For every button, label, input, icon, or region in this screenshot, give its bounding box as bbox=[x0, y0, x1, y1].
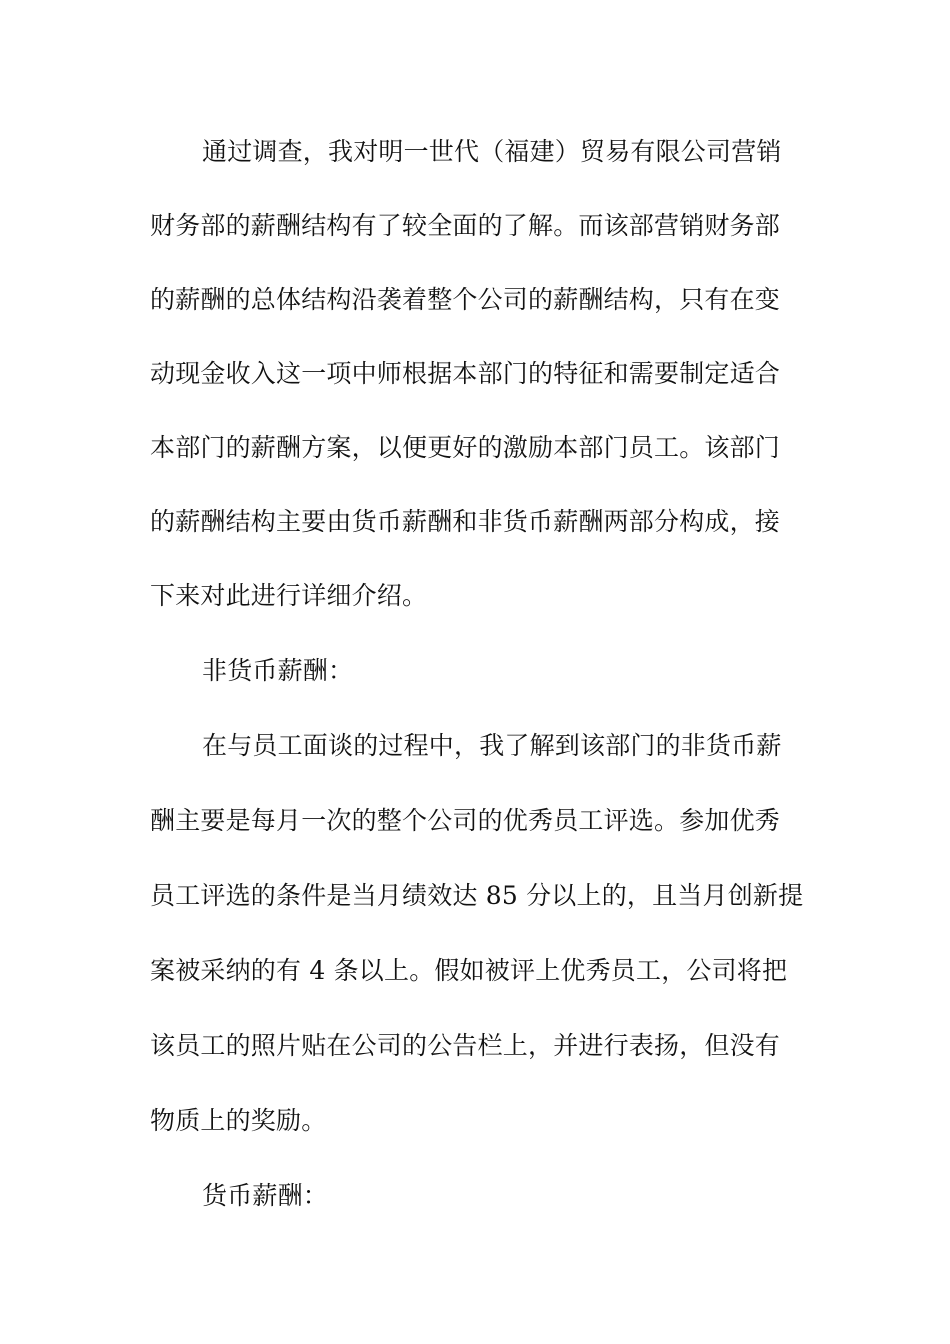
paragraph-1-line-6: 的薪酬结构主要由货币薪酬和非货币薪酬两部分构成，接 bbox=[150, 507, 781, 536]
paragraph-1-line-5: 本部门的薪酬方案，以便更好的激励本部门员工。该部门 bbox=[150, 433, 781, 462]
paragraph-1-line-7: 下来对此进行详细介绍。 bbox=[150, 581, 428, 610]
paragraph-2-line-1: 在与员工面谈的过程中，我了解到该部门的非货币薪 bbox=[202, 731, 782, 760]
heading-monetary: 货币薪酬： bbox=[202, 1181, 329, 1210]
paragraph-2-line-3: 员工评选的条件是当月绩效达 85 分以上的，且当月创新提 bbox=[150, 881, 804, 910]
paragraph-1-line-2: 财务部的薪酬结构有了较全面的了解。而该部营销财务部 bbox=[150, 211, 781, 240]
paragraph-2-line-5: 该员工的照片贴在公司的公告栏上，并进行表扬，但没有 bbox=[150, 1031, 781, 1060]
heading-non-monetary: 非货币薪酬： bbox=[202, 656, 354, 685]
paragraph-2-line-2: 酬主要是每月一次的整个公司的优秀员工评选。参加优秀 bbox=[150, 806, 781, 835]
paragraph-2-line-6: 物质上的奖励。 bbox=[150, 1106, 327, 1135]
paragraph-2-line-4: 案被采纳的有 4 条以上。假如被评上优秀员工，公司将把 bbox=[150, 956, 788, 985]
paragraph-1-line-3: 的薪酬的总体结构沿袭着整个公司的薪酬结构，只有在变 bbox=[150, 285, 781, 314]
paragraph-1-line-1: 通过调查，我对明一世代（福建）贸易有限公司营销 bbox=[202, 137, 782, 166]
paragraph-1-line-4: 动现金收入这一项中师根据本部门的特征和需要制定适合 bbox=[150, 359, 781, 388]
